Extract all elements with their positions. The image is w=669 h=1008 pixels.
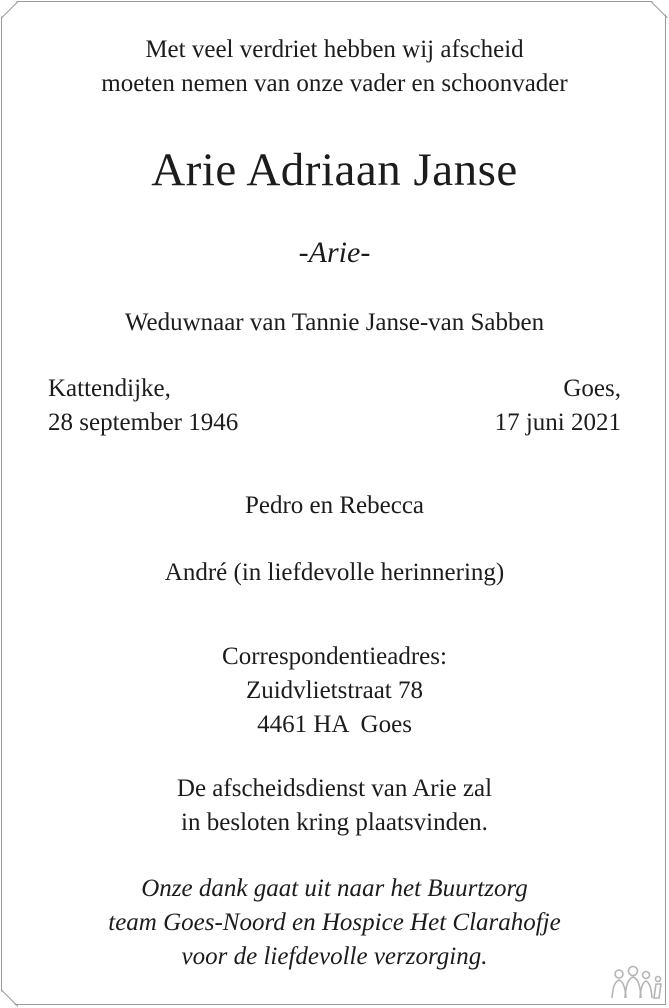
thanks-line-3: voor de liefdevolle verzorging. xyxy=(181,943,488,970)
death-info xyxy=(495,372,621,440)
family-line-2: André (in liefdevolle herinnering) xyxy=(164,559,505,586)
death-place: Goes, xyxy=(563,375,621,402)
address-city: 4461 HA Goes xyxy=(257,711,412,738)
address-street: Zuidvlietstraat 78 xyxy=(245,677,424,704)
correspondence-address xyxy=(0,640,669,742)
thanks-line-1: Onze dank gaat uit naar het Buurtzorg xyxy=(141,875,528,902)
address-label: Correspondentieadres: xyxy=(222,643,447,670)
deceased-name: Arie Adriaan Janse xyxy=(151,144,518,196)
intro-text xyxy=(0,33,669,101)
intro-line-2: moeten nemen van onze vader en schoonvader xyxy=(101,70,568,97)
intro-line-1: Met veel verdriet hebben wij afscheid xyxy=(145,36,524,63)
service-text xyxy=(0,772,669,840)
service-line-1: De afscheidsdienst van Arie zal xyxy=(176,775,493,802)
nickname: -Arie- xyxy=(298,236,371,269)
birth-info xyxy=(48,372,238,440)
death-date: 17 juni 2021 xyxy=(494,409,621,436)
thanks-line-2: team Goes-Noord en Hospice Het Clarahofje xyxy=(108,909,561,936)
service-line-2: in besloten kring plaatsvinden. xyxy=(181,809,488,836)
family-logo-icon xyxy=(609,962,663,1002)
birth-place: Kattendijke, xyxy=(48,375,171,402)
family-line-1: Pedro en Rebecca xyxy=(244,492,425,519)
birth-date: 28 september 1946 xyxy=(48,409,239,436)
widower-text: Weduwnaar van Tannie Janse-van Sabben xyxy=(124,309,545,336)
thanks-text xyxy=(0,872,669,974)
